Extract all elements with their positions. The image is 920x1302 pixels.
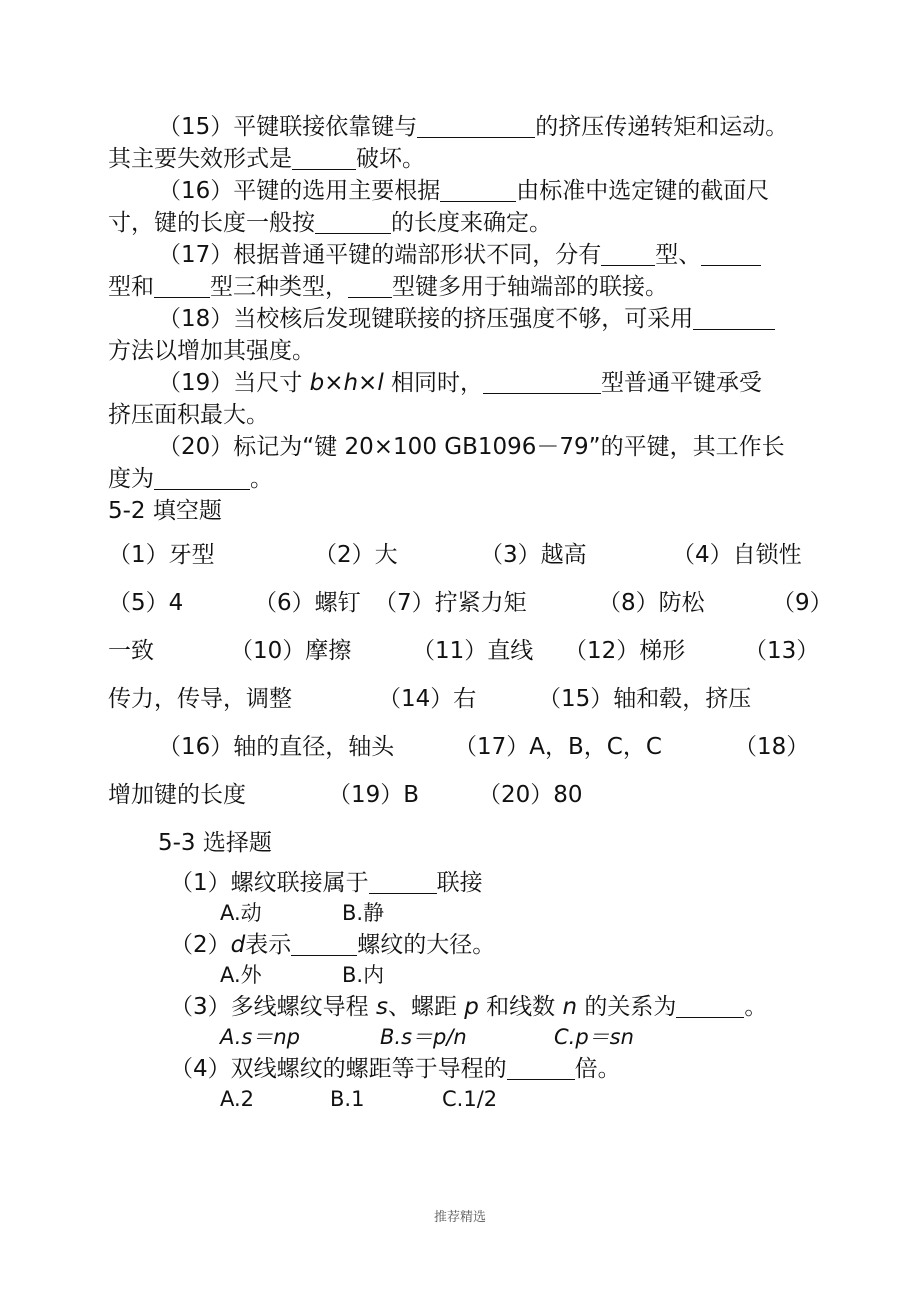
- answer-item: （12）梯形: [564, 638, 686, 664]
- answer-item: （2）大: [314, 542, 398, 568]
- answer-item: 增加键的长度: [108, 782, 246, 808]
- answer-blank: [291, 933, 357, 956]
- choice-option: A.2: [220, 1087, 255, 1111]
- question-20-line2: 度为 。: [108, 466, 273, 492]
- answer-blank: [507, 1057, 575, 1080]
- answer-item: （8）防松: [598, 590, 705, 616]
- question-15-line2: 其主要失效形式是 破坏。: [108, 146, 425, 172]
- answer-item: （18）: [734, 734, 810, 760]
- answer-item: （19）B: [328, 782, 420, 808]
- answer-item: （5）4: [108, 590, 184, 616]
- question-20: （20）标记为“键 20×100 GB1096－79”的平键，其工作长: [158, 434, 785, 460]
- answer-blank: [292, 147, 356, 170]
- answer-item: 传力，传导，调整: [108, 686, 292, 712]
- answer-item: （3）越高: [480, 542, 587, 568]
- answer-item: （10）摩擦: [230, 638, 352, 664]
- choice-option: B.s＝p/n: [380, 1025, 467, 1049]
- answer-blank: [701, 243, 761, 266]
- answer-item: （6）螺钉: [254, 590, 361, 616]
- question-17-line2: 型和 型三种类型， 型键多用于轴端部的联接。: [108, 274, 668, 300]
- answer-item: （11）直线: [412, 638, 534, 664]
- question-16-line2: 寸，键的长度一般按 的长度来确定。: [108, 210, 552, 236]
- answer-item: （20）80: [478, 782, 583, 808]
- answer-blank: [154, 275, 210, 298]
- answer-blank: [417, 115, 535, 138]
- answer-blank: [676, 995, 744, 1018]
- section-title-5-2: 5-2 填空题: [108, 498, 222, 524]
- dimension-variable: b×h×l: [309, 370, 384, 396]
- section-title-5-3: 5-3 选择题: [158, 830, 272, 856]
- answer-blank: [315, 211, 391, 234]
- choice-option: A.s＝np: [220, 1025, 301, 1049]
- answer-item: （1）牙型: [108, 542, 215, 568]
- choice-question-1: （1）螺纹联接属于 联接: [170, 870, 483, 896]
- choice-question-2: （2）d表示 螺纹的大径。: [170, 932, 496, 958]
- answer-item: 一致: [108, 638, 154, 664]
- answer-item: （14）右: [378, 686, 477, 712]
- answer-item: （9）: [772, 590, 833, 616]
- answer-item: （15）轴和毂，挤压: [538, 686, 752, 712]
- question-18: （18）当校核后发现键联接的挤压强度不够，可采用: [158, 304, 775, 334]
- answer-item: （17）A，B，C，C: [454, 734, 662, 760]
- choice-option: B.1: [330, 1087, 365, 1111]
- question-19: （19）当尺寸 b×h×l 相同时， 型普通平键承受: [158, 370, 763, 396]
- choice-option: C.p＝sn: [554, 1025, 634, 1049]
- answer-blank: [369, 871, 437, 894]
- answer-item: （4）自锁性: [672, 542, 802, 568]
- choice-question-4: （4）双线螺纹的螺距等于导程的 倍。: [170, 1056, 621, 1082]
- choice-question-3: （3）多线螺纹导程 s、螺距 p 和线数 n 的关系为 。: [170, 994, 768, 1020]
- answer-blank: [601, 243, 655, 266]
- choice-option: B.内: [342, 963, 385, 987]
- question-17: （17）根据普通平键的端部形状不同，分有 型、: [158, 240, 761, 270]
- answer-item: （7）拧紧力矩: [374, 590, 527, 616]
- page-footer: 推荐精选: [433, 1210, 486, 1225]
- choice-option: A.外: [220, 963, 262, 987]
- question-15: （15）平键联接依靠键与 的挤压传递转矩和运动。: [158, 114, 789, 140]
- choice-option: A.动: [220, 901, 262, 925]
- question-16: （16）平键的选用主要根据 由标准中选定键的截面尺: [158, 178, 770, 204]
- answer-blank: [483, 371, 601, 394]
- choice-option: C.1/2: [442, 1087, 498, 1111]
- question-number: （15）: [158, 114, 234, 140]
- answer-blank: [154, 467, 250, 490]
- question-19-line2: 挤压面积最大。: [108, 402, 269, 428]
- question-18-line2: 方法以增加其强度。: [108, 338, 315, 364]
- choice-option: B.静: [342, 901, 385, 925]
- answer-item: （13）: [744, 638, 820, 664]
- answer-blank: [440, 179, 516, 202]
- answer-blank: [348, 275, 392, 298]
- answer-item: （16）轴的直径，轴头: [158, 734, 395, 760]
- answer-blank: [693, 307, 775, 330]
